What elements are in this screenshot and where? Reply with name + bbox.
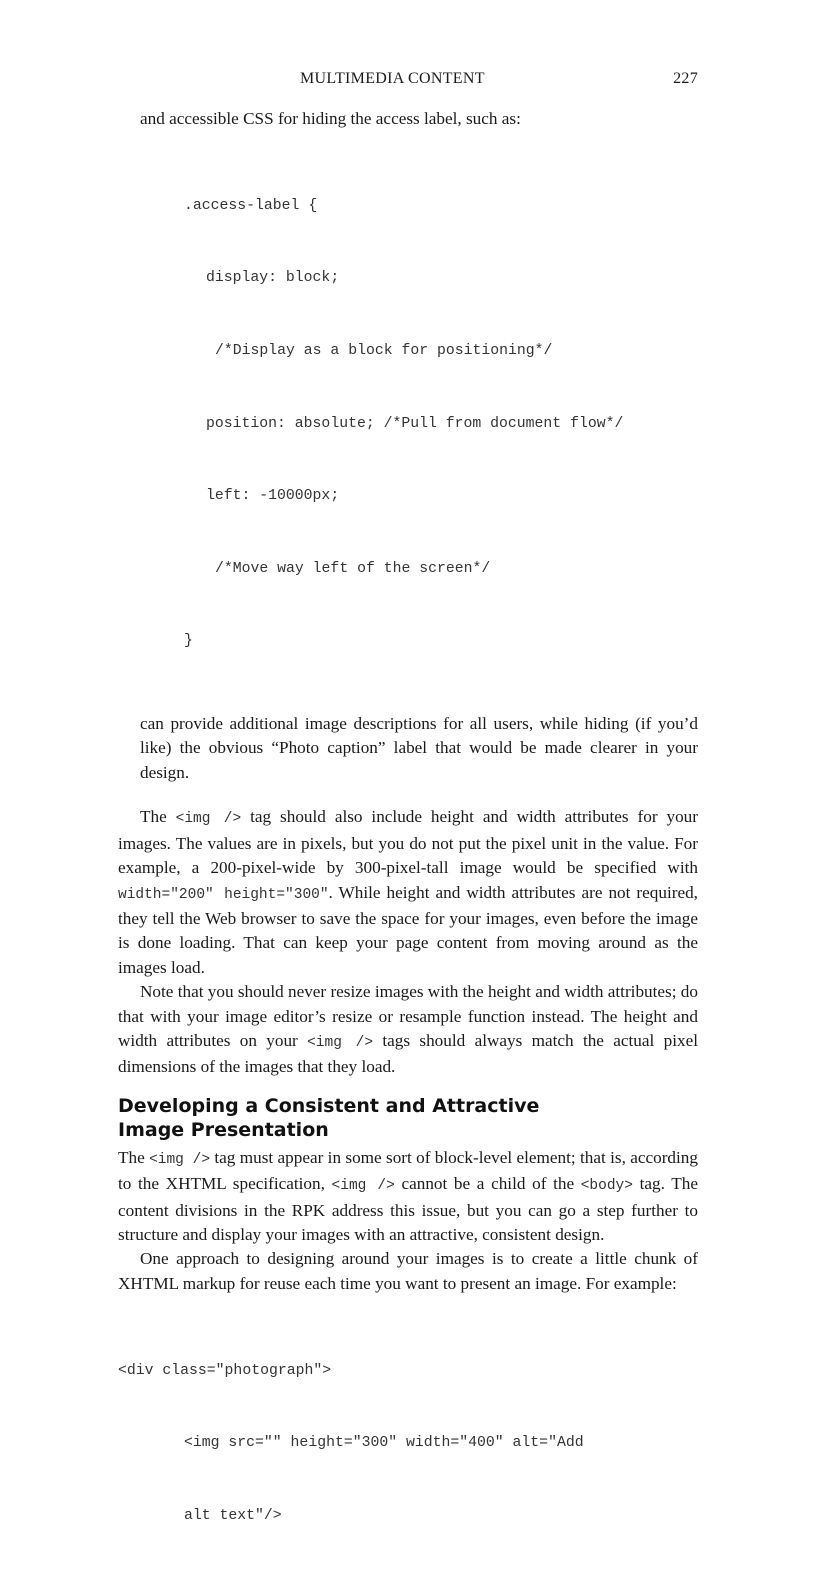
chapter-title: MULTIMEDIA CONTENT bbox=[300, 70, 485, 87]
code-line: } bbox=[184, 633, 193, 650]
inline-code: <body> bbox=[580, 1178, 633, 1195]
css-code-block bbox=[118, 145, 698, 702]
inline-code: <img /> bbox=[307, 1034, 374, 1051]
heading-line: Image Presentation bbox=[118, 1118, 329, 1141]
xhtml-code-block bbox=[118, 1310, 698, 1576]
code-line: left: -10000px; bbox=[206, 488, 340, 505]
code-line: /*Display as a block for positioning*/ bbox=[215, 343, 553, 360]
paragraph-intro: and accessible CSS for hiding the access label, such as: bbox=[140, 109, 521, 128]
inline-code: <img /> bbox=[149, 1151, 211, 1168]
paragraph-resize-note bbox=[118, 980, 698, 1080]
text: . While height and width attributes are not required, they tell the Web browser to save the space for your images, even before the image is done loading. That can keep your page content from moving around as the images load. bbox=[118, 882, 698, 977]
heading-line: Developing a Consistent and Attractive bbox=[118, 1094, 540, 1117]
text: Note that you should never resize images with the height and width attributes; do that with your image editor’s resize or resample function instead. The height and width attributes on your bbox=[118, 982, 698, 1050]
text: The bbox=[118, 1147, 150, 1167]
code-line: alt text"/> bbox=[184, 1507, 282, 1524]
code-line: .access-label { bbox=[184, 197, 318, 214]
code-line: display: block; bbox=[206, 270, 340, 287]
inline-code: <img /> bbox=[331, 1178, 395, 1195]
code-line: /*Move way left of the screen*/ bbox=[215, 560, 491, 577]
page-number: 227 bbox=[673, 70, 698, 87]
paragraph-block-level bbox=[118, 1146, 698, 1248]
text: cannot be a child of the bbox=[394, 1174, 581, 1194]
text: tag must appear in some sort of block-level element; that is, according to the XHTML specification, bbox=[118, 1147, 698, 1194]
text: tags should always match the actual pixel dimensions of the images that they load. bbox=[118, 1030, 698, 1077]
paragraph-approach: One approach to designing around your images is to create a little chunk of XHTML markup for reuse each time you want to present an image. For example: bbox=[118, 1249, 698, 1293]
code-line: <img src="" height="300" width="400" alt="Add bbox=[184, 1435, 584, 1452]
text: tag. The content divisions in the RPK address this issue, but you can go a step further to structure and display your images with an attractive, consistent design. bbox=[118, 1174, 698, 1244]
code-line: position: absolute; /*Pull from document flow*/ bbox=[206, 415, 624, 432]
page-body bbox=[118, 107, 698, 1576]
paragraph-img-attributes bbox=[118, 805, 698, 980]
inline-code: <img /> bbox=[175, 811, 242, 828]
paragraph-caption-note: can provide additional image descriptions for all users, while hiding (if you’d like) the obvious “Photo caption” label that would be made clearer in your design. bbox=[140, 714, 698, 782]
running-header bbox=[118, 70, 698, 94]
text: tag should also include height and width attributes for your images. The values are in pixels, but you do not put the pixel unit in the value. For example, a 200-pixel-wide by 300-pixel-tall image would be specified with bbox=[118, 807, 698, 878]
spacer bbox=[118, 785, 698, 805]
inline-code: width="200" height="300" bbox=[118, 886, 329, 903]
text: The bbox=[140, 807, 176, 827]
section-heading bbox=[118, 1094, 698, 1142]
code-line: <div class="photograph"> bbox=[118, 1362, 332, 1379]
